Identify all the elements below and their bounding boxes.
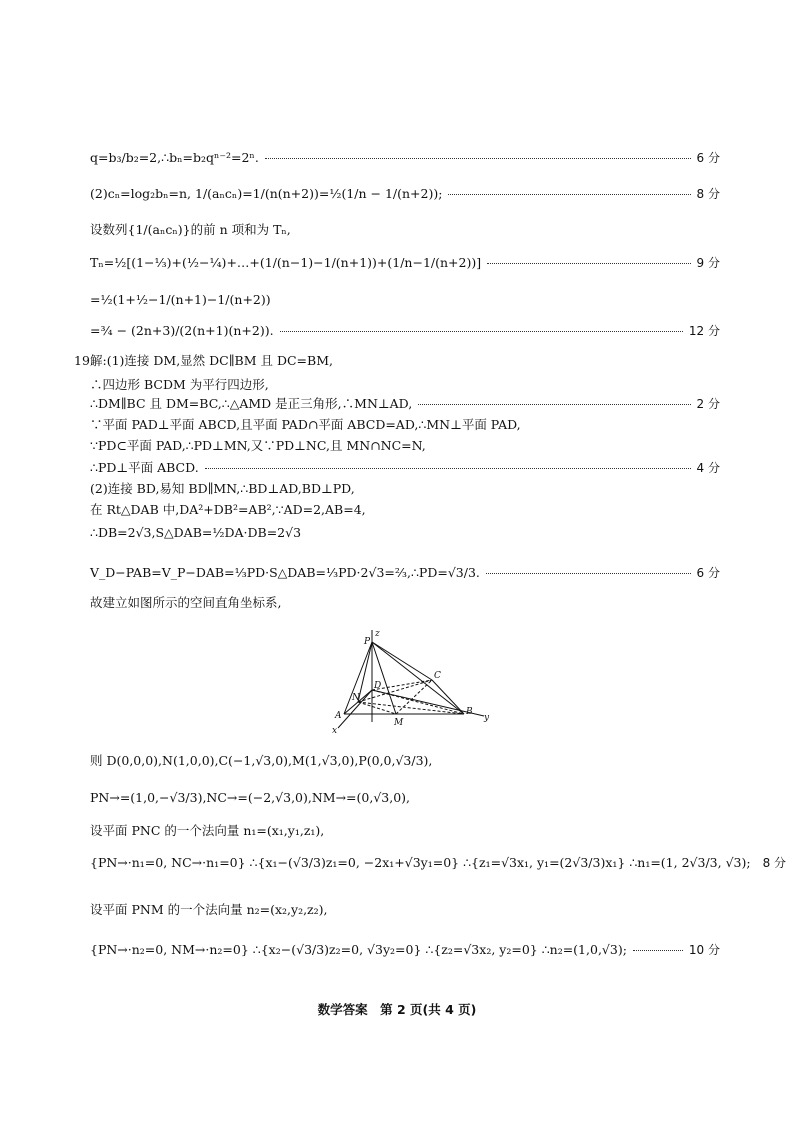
answer-line-text: =¾ − (2n+3)/(2(n+1)(n+2)). <box>90 323 274 338</box>
dot-leader <box>418 404 690 405</box>
answer-line <box>90 823 720 839</box>
answer-line-text: ∴DB=2√3,S△DAB=½DA·DB=2√3 <box>90 525 302 540</box>
answer-line-text: 设数列{1/(aₙcₙ)}的前 n 项和为 Tₙ, <box>90 222 291 237</box>
answer-line-text: ∴PD⊥平面 ABCD. <box>90 460 199 475</box>
label-B: B <box>466 707 473 717</box>
answer-line-text: 解:(1)连接 DM,显然 DC∥BM 且 DC=BM, <box>90 353 333 368</box>
answer-line-text: (2)连接 BD,易知 BD∥MN,∴BD⊥AD,BD⊥PD, <box>90 481 355 496</box>
edge-PB <box>372 642 464 714</box>
answer-line <box>90 902 720 918</box>
edge-PC <box>372 642 432 680</box>
answer-line-text: ∵平面 PAD⊥平面 ABCD,且平面 PAD∩平面 ABCD=AD,∴MN⊥平面 PAD, <box>90 417 521 432</box>
answer-line-text: 故建立如图所示的空间直角坐标系, <box>90 595 282 610</box>
answer-line <box>90 790 720 806</box>
score-label: 6 分 <box>696 566 720 580</box>
label-y: y <box>484 713 490 723</box>
answer-line <box>90 417 720 433</box>
label-A: A <box>335 711 342 721</box>
label-z: z <box>375 629 380 639</box>
score-label: 8 分 <box>696 187 720 201</box>
answer-line-text: 设平面 PNM 的一个法向量 n₂=(x₂,y₂,z₂), <box>90 902 328 917</box>
answer-line-text: =½(1+½−1/(n+1)−1/(n+2)) <box>90 292 271 307</box>
answer-line-text: PN→=(1,0,−√3/3),NC→=(−2,√3,0),NM→=(0,√3,0), <box>90 790 411 805</box>
answer-line <box>90 438 720 454</box>
answer-line-text: 在 Rt△DAB 中,DA²+DB²=AB²,∵AD=2,AB=4, <box>90 502 366 517</box>
answer-line <box>90 353 720 369</box>
dot-leader <box>265 158 691 159</box>
edge-NC <box>358 680 432 702</box>
answer-line <box>90 150 720 166</box>
answer-line <box>90 460 720 476</box>
edge-PA <box>344 642 372 714</box>
answer-line <box>90 595 720 611</box>
answer-line <box>90 292 720 308</box>
answer-line <box>90 525 720 541</box>
dot-leader <box>486 573 691 574</box>
answer-line-text: V_D−PAB=V_P−DAB=⅓PD·S△DAB=⅓PD·2√3=⅔,∴PD=√3/3. <box>90 565 480 580</box>
score-label: 6 分 <box>696 151 720 165</box>
label-N: N <box>352 693 360 703</box>
page-footer: 数学答案 第 2 页(共 4 页) <box>317 1002 477 1017</box>
answer-line <box>90 255 720 271</box>
answer-line <box>90 942 720 958</box>
answer-line-text: {PN→·n₁=0, NC→·n₁=0} ∴{x₁−(√3/3)z₁=0, −2x₁+√3y₁=0} ∴{z₁=√3x₁, y₁=(2√3/3)x₁} ∴n₁=(1, 2√3/3, √3); <box>90 855 751 870</box>
label-D: D <box>374 681 382 691</box>
answer-line-text: 则 D(0,0,0),N(1,0,0),C(−1,√3,0),M(1,√3,0),P(0,0,√3/3), <box>90 753 433 768</box>
question-number: 19. <box>74 353 94 368</box>
dot-leader <box>633 950 683 951</box>
edge-CB <box>432 680 464 714</box>
answer-line-text: Tₙ=½[(1−⅓)+(½−¼)+…+(1/(n−1)−1/(n+1))+(1/n−1/(n+2))] <box>90 255 482 270</box>
answer-line-text: 设平面 PNC 的一个法向量 n₁=(x₁,y₁,z₁), <box>90 823 325 838</box>
label-P: P <box>364 637 371 647</box>
edge-NM <box>358 702 396 714</box>
answer-line-text: ∴DM∥BC 且 DM=BC,∴△AMD 是正三角形,∴MN⊥AD, <box>90 396 413 411</box>
answer-line <box>90 502 720 518</box>
answer-line <box>90 377 720 393</box>
score-label: 4 分 <box>696 461 720 475</box>
answer-line <box>90 855 787 871</box>
answer-line-text: q=b₃/b₂=2,∴bₙ=b₂qⁿ⁻²=2ⁿ. <box>90 150 259 165</box>
dot-leader <box>448 194 690 195</box>
answer-line-text: ∴四边形 BCDM 为平行四边形, <box>90 377 269 392</box>
label-C: C <box>434 671 441 681</box>
score-label: 10 分 <box>688 943 720 957</box>
answer-line <box>90 323 720 339</box>
edge-PM <box>372 642 396 714</box>
dot-leader <box>280 331 683 332</box>
score-label: 9 分 <box>696 256 720 270</box>
dot-leader <box>205 468 691 469</box>
dot-leader <box>487 263 690 264</box>
answer-line-text: (2)cₙ=log₂bₙ=n, 1/(aₙcₙ)=1/(n(n+2))=½(1/n − 1/(n+2)); <box>90 186 443 201</box>
answer-line <box>90 753 720 769</box>
answer-line-text: {PN→·n₂=0, NM→·n₂=0} ∴{x₂−(√3/3)z₂=0, √3y₂=0} ∴{z₂=√3x₂, y₂=0} ∴n₂=(1,0,√3); <box>90 942 627 957</box>
score-label: 2 分 <box>696 397 720 411</box>
label-M: M <box>394 718 404 728</box>
answer-line <box>90 481 720 497</box>
answer-line <box>90 222 720 238</box>
answer-line-text: ∵PD⊂平面 PAD,∴PD⊥MN,又∵PD⊥NC,且 MN∩NC=N, <box>90 438 426 453</box>
answer-line <box>90 565 720 581</box>
score-label: 8 分 <box>762 856 787 870</box>
coordinate-figure <box>324 628 504 736</box>
answer-line <box>90 396 720 412</box>
label-x: x <box>332 726 338 736</box>
answer-line <box>90 186 720 202</box>
score-label: 12 分 <box>688 324 720 338</box>
